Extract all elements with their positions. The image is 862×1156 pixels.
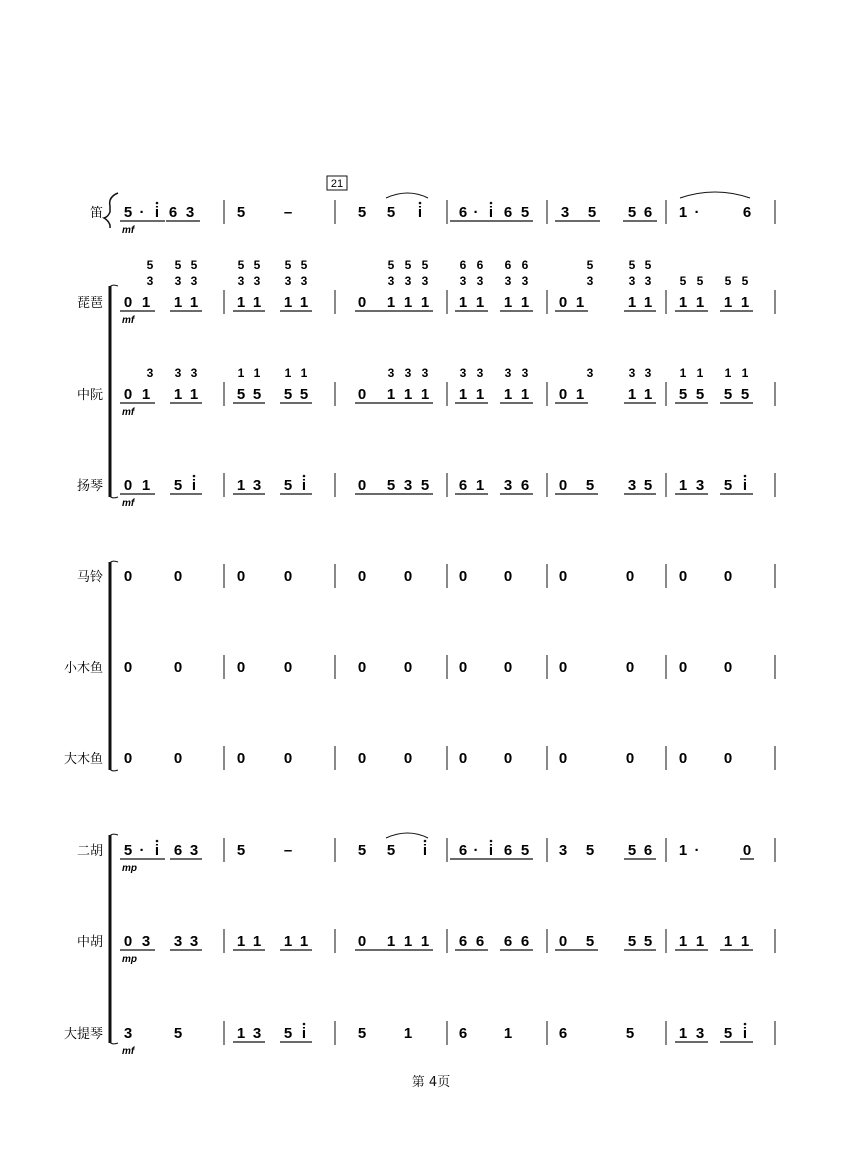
note: 0 xyxy=(558,933,568,950)
dynamic-mark: mf xyxy=(122,498,135,509)
chord-note: 5 xyxy=(237,258,245,272)
note: 1 xyxy=(643,386,653,403)
chord-note: 5 xyxy=(387,258,395,272)
note: 5 xyxy=(627,933,637,950)
page-number: 第 4页 xyxy=(411,1075,451,1090)
note: 3 xyxy=(695,1025,705,1042)
note: 1 xyxy=(420,386,430,403)
dynamic-mark: mp xyxy=(122,863,137,874)
dynamic-mark: mp xyxy=(122,954,137,965)
chord-note: 5 xyxy=(174,258,182,272)
note: 0 xyxy=(558,659,568,676)
note: 6 xyxy=(458,1025,468,1042)
chord-note: 3 xyxy=(174,366,182,380)
note: 0 xyxy=(678,659,688,676)
note: 0 xyxy=(625,568,635,585)
note: 5 xyxy=(386,204,396,221)
note: 1 xyxy=(403,294,413,311)
note: 1 xyxy=(386,386,396,403)
note: 0 xyxy=(558,294,568,311)
note: 0 xyxy=(357,386,367,403)
note: 0 xyxy=(123,477,133,494)
note: i xyxy=(301,1025,307,1042)
note: 6 xyxy=(458,842,468,859)
chord-note: 5 xyxy=(190,258,198,272)
note: 0 xyxy=(558,568,568,585)
note: 5 xyxy=(585,477,595,494)
note: 3 xyxy=(403,477,413,494)
note: 3 xyxy=(252,477,262,494)
note: 6 xyxy=(742,204,752,221)
note: 5 xyxy=(357,842,367,859)
chord-note: 3 xyxy=(628,274,636,288)
note: 5 xyxy=(520,842,530,859)
note: 5 xyxy=(678,386,688,403)
chord-note: 5 xyxy=(679,274,687,288)
note: 0 xyxy=(173,659,183,676)
octave-dot xyxy=(424,840,427,843)
note: 5 xyxy=(587,204,597,221)
note: 1 xyxy=(695,294,705,311)
chord-note: 3 xyxy=(190,366,198,380)
instrument-name: 大提琴 xyxy=(63,1026,103,1041)
note: 0 xyxy=(123,386,133,403)
note: 5 xyxy=(123,204,133,221)
note: 5 xyxy=(386,477,396,494)
note: 1 xyxy=(173,294,183,311)
note: 1 xyxy=(678,294,688,311)
note: 1 xyxy=(723,294,733,311)
note: 0 xyxy=(357,659,367,676)
note: 6 xyxy=(168,204,178,221)
note: 0 xyxy=(678,568,688,585)
slur xyxy=(386,833,428,838)
note: 0 xyxy=(458,568,468,585)
note: 5 xyxy=(357,1025,367,1042)
note: 1 xyxy=(475,386,485,403)
chord-note: 3 xyxy=(628,366,636,380)
note: 6 xyxy=(475,933,485,950)
chord-note: 5 xyxy=(284,258,292,272)
staff-4 xyxy=(77,473,775,509)
chord-note: 1 xyxy=(284,366,292,380)
note: 1 xyxy=(575,386,585,403)
note: 3 xyxy=(503,477,513,494)
note: 1 xyxy=(283,933,293,950)
note: · xyxy=(139,842,145,859)
chord-note: 6 xyxy=(476,258,484,272)
note: 6 xyxy=(558,1025,568,1042)
chord-note: 1 xyxy=(237,366,245,380)
chord-note: 1 xyxy=(696,366,704,380)
note: 0 xyxy=(123,294,133,311)
note: i xyxy=(301,477,307,494)
chord-note: 6 xyxy=(459,258,467,272)
note: 1 xyxy=(236,1025,246,1042)
note: 0 xyxy=(558,477,568,494)
dynamic-mark: mf xyxy=(122,407,135,418)
note: 0 xyxy=(625,750,635,767)
note: 5 xyxy=(585,842,595,859)
note: 5 xyxy=(520,204,530,221)
note: 3 xyxy=(252,1025,262,1042)
note: 3 xyxy=(189,933,199,950)
note: 0 xyxy=(357,568,367,585)
chord-note: 5 xyxy=(586,258,594,272)
staff-1 xyxy=(90,200,775,236)
note: 0 xyxy=(678,750,688,767)
note: 0 xyxy=(625,659,635,676)
note: 0 xyxy=(458,659,468,676)
note: i xyxy=(191,477,197,494)
note: 6 xyxy=(458,477,468,494)
note: 1 xyxy=(189,386,199,403)
note: 1 xyxy=(403,933,413,950)
instrument-name: 大木鱼 xyxy=(63,751,103,766)
note: 5 xyxy=(357,204,367,221)
note: 5 xyxy=(625,1025,635,1042)
note: 0 xyxy=(173,568,183,585)
note: 1 xyxy=(458,386,468,403)
octave-dot xyxy=(303,1023,306,1026)
note: 6 xyxy=(503,933,513,950)
instrument-name: 中胡 xyxy=(76,934,103,949)
note: 1 xyxy=(678,1025,688,1042)
chord-note: 1 xyxy=(300,366,308,380)
note: 1 xyxy=(678,204,688,221)
note: 5 xyxy=(283,477,293,494)
note: i xyxy=(488,842,494,859)
note: i xyxy=(154,204,160,221)
note: 0 xyxy=(503,750,513,767)
note: 6 xyxy=(173,842,183,859)
note: 3 xyxy=(185,204,195,221)
chord-note: 3 xyxy=(174,274,182,288)
note: · xyxy=(694,842,700,859)
chord-note: 3 xyxy=(300,274,308,288)
note: 0 xyxy=(723,750,733,767)
note: 1 xyxy=(740,933,750,950)
note: · xyxy=(139,204,145,221)
note: 5 xyxy=(283,1025,293,1042)
chord-note: 3 xyxy=(504,366,512,380)
note: 5 xyxy=(252,386,262,403)
note: 3 xyxy=(560,204,570,221)
note: 0 xyxy=(236,659,246,676)
note: 1 xyxy=(299,933,309,950)
note: – xyxy=(283,204,293,221)
slur xyxy=(386,193,428,198)
note: 0 xyxy=(558,386,568,403)
note: 0 xyxy=(236,568,246,585)
note: 1 xyxy=(420,294,430,311)
note: 5 xyxy=(173,477,183,494)
chord-note: 3 xyxy=(387,366,395,380)
chord-note: 3 xyxy=(237,274,245,288)
note: 3 xyxy=(558,842,568,859)
note: 0 xyxy=(123,659,133,676)
dynamic-mark: mf xyxy=(122,1046,135,1057)
note: 0 xyxy=(357,294,367,311)
note: 1 xyxy=(723,933,733,950)
note: 6 xyxy=(458,933,468,950)
note: 0 xyxy=(357,477,367,494)
dynamic-mark: mf xyxy=(122,315,135,326)
note: 5 xyxy=(585,933,595,950)
note: 1 xyxy=(627,294,637,311)
note: 0 xyxy=(173,750,183,767)
note: 5 xyxy=(627,842,637,859)
note: 5 xyxy=(236,842,246,859)
octave-dot xyxy=(490,202,493,205)
chord-note: 3 xyxy=(476,366,484,380)
chord-note: 3 xyxy=(644,366,652,380)
note: 1 xyxy=(299,294,309,311)
note: i xyxy=(742,477,748,494)
chord-note: 3 xyxy=(421,366,429,380)
instrument-name: 马铃 xyxy=(76,569,103,584)
note: 0 xyxy=(357,933,367,950)
octave-dot xyxy=(744,1023,747,1026)
note: 0 xyxy=(558,750,568,767)
note: i xyxy=(488,204,494,221)
note: 1 xyxy=(458,294,468,311)
chord-note: 5 xyxy=(421,258,429,272)
note: 6 xyxy=(503,842,513,859)
note: 6 xyxy=(643,842,653,859)
note: 1 xyxy=(678,933,688,950)
instrument-name: 笛 xyxy=(89,205,103,220)
note: · xyxy=(473,842,479,859)
staff-10 xyxy=(64,1021,775,1057)
note: 5 xyxy=(386,842,396,859)
note: 3 xyxy=(141,933,151,950)
note: 1 xyxy=(173,386,183,403)
note: 1 xyxy=(403,1025,413,1042)
note: 1 xyxy=(643,294,653,311)
instrument-name: 扬琴 xyxy=(76,478,103,493)
note: 3 xyxy=(189,842,199,859)
chord-note: 3 xyxy=(504,274,512,288)
rehearsal-mark: 21 xyxy=(330,178,344,190)
chord-note: 5 xyxy=(724,274,732,288)
note: 0 xyxy=(403,750,413,767)
ornaments-and-slurs xyxy=(156,192,750,1025)
octave-dot xyxy=(419,202,422,205)
note: 0 xyxy=(123,568,133,585)
note: 0 xyxy=(503,568,513,585)
note: · xyxy=(473,204,479,221)
note: 3 xyxy=(123,1025,133,1042)
chord-note: 3 xyxy=(190,274,198,288)
note: 5 xyxy=(643,933,653,950)
note: 5 xyxy=(299,386,309,403)
octave-dot xyxy=(193,475,196,478)
chord-note: 5 xyxy=(696,274,704,288)
note: 1 xyxy=(252,933,262,950)
chord-note: 3 xyxy=(421,274,429,288)
note: 5 xyxy=(123,842,133,859)
note: 1 xyxy=(627,386,637,403)
note: 1 xyxy=(403,386,413,403)
chord-note: 3 xyxy=(253,274,261,288)
chord-note: 1 xyxy=(741,366,749,380)
slur xyxy=(680,192,750,198)
note: 0 xyxy=(403,659,413,676)
note: 6 xyxy=(520,477,530,494)
chord-note: 3 xyxy=(459,274,467,288)
chord-note: 5 xyxy=(741,274,749,288)
chord-note: 6 xyxy=(504,258,512,272)
note: i xyxy=(422,842,428,859)
note: 0 xyxy=(283,659,293,676)
note: 5 xyxy=(236,386,246,403)
note: 1 xyxy=(189,294,199,311)
octave-dot xyxy=(156,202,159,205)
note: 5 xyxy=(173,1025,183,1042)
note: 1 xyxy=(503,294,513,311)
chord-note: 3 xyxy=(284,274,292,288)
note: 0 xyxy=(458,750,468,767)
chord-note: 3 xyxy=(146,274,154,288)
note: 1 xyxy=(141,386,151,403)
chord-note: 1 xyxy=(724,366,732,380)
note: 6 xyxy=(503,204,513,221)
note: 1 xyxy=(420,933,430,950)
note: 0 xyxy=(123,750,133,767)
chord-note: 1 xyxy=(253,366,261,380)
note: 1 xyxy=(236,933,246,950)
note: 0 xyxy=(357,750,367,767)
note: 0 xyxy=(403,568,413,585)
staff-3 xyxy=(77,366,775,418)
note: 1 xyxy=(475,477,485,494)
instrument-name: 中阮 xyxy=(76,387,103,402)
note: 1 xyxy=(386,294,396,311)
note: 1 xyxy=(678,842,688,859)
note: 1 xyxy=(503,386,513,403)
chord-note: 3 xyxy=(521,274,529,288)
note: 1 xyxy=(141,294,151,311)
chord-note: 3 xyxy=(387,274,395,288)
chord-note: 5 xyxy=(644,258,652,272)
note: 5 xyxy=(236,204,246,221)
staff-7 xyxy=(64,746,775,770)
note: 5 xyxy=(723,1025,733,1042)
note: 5 xyxy=(643,477,653,494)
instrument-name: 小木鱼 xyxy=(63,660,103,675)
note: 0 xyxy=(723,568,733,585)
octave-dot xyxy=(490,840,493,843)
note: 1 xyxy=(740,294,750,311)
note: · xyxy=(694,204,700,221)
chord-note: 3 xyxy=(146,366,154,380)
note: 1 xyxy=(141,477,151,494)
note: 1 xyxy=(283,294,293,311)
chord-note: 5 xyxy=(404,258,412,272)
note: 6 xyxy=(520,933,530,950)
note: 5 xyxy=(695,386,705,403)
note: 0 xyxy=(123,933,133,950)
note: 0 xyxy=(283,568,293,585)
chord-note: 3 xyxy=(586,274,594,288)
note: 5 xyxy=(740,386,750,403)
note: 0 xyxy=(742,842,752,859)
note: 1 xyxy=(520,386,530,403)
note: 0 xyxy=(503,659,513,676)
note: 1 xyxy=(236,477,246,494)
chord-note: 5 xyxy=(300,258,308,272)
staff-9 xyxy=(77,929,775,965)
note: 1 xyxy=(475,294,485,311)
staff-5 xyxy=(77,564,775,588)
chord-note: 6 xyxy=(521,258,529,272)
note: 5 xyxy=(627,204,637,221)
octave-dot xyxy=(303,475,306,478)
note: i xyxy=(417,204,423,221)
chord-note: 3 xyxy=(476,274,484,288)
octave-dot xyxy=(744,475,747,478)
note: 0 xyxy=(283,750,293,767)
note: 5 xyxy=(723,386,733,403)
note: 5 xyxy=(283,386,293,403)
chord-note: 5 xyxy=(253,258,261,272)
note: 3 xyxy=(695,477,705,494)
note: 1 xyxy=(252,294,262,311)
instrument-name: 二胡 xyxy=(76,843,103,858)
group-braces xyxy=(104,193,118,1044)
chord-note: 3 xyxy=(521,366,529,380)
note: i xyxy=(742,1025,748,1042)
note: i xyxy=(154,842,160,859)
note: 1 xyxy=(503,1025,513,1042)
note: 1 xyxy=(575,294,585,311)
note: 1 xyxy=(678,477,688,494)
note: 0 xyxy=(236,750,246,767)
note: 3 xyxy=(173,933,183,950)
chord-note: 3 xyxy=(404,274,412,288)
note: 5 xyxy=(420,477,430,494)
staff-2 xyxy=(77,258,775,326)
note: 3 xyxy=(627,477,637,494)
note: – xyxy=(283,842,293,859)
note: 1 xyxy=(386,933,396,950)
octave-dot xyxy=(156,840,159,843)
chord-note: 3 xyxy=(459,366,467,380)
staff-6 xyxy=(64,655,775,679)
note: 6 xyxy=(643,204,653,221)
chord-note: 3 xyxy=(644,274,652,288)
chord-note: 5 xyxy=(628,258,636,272)
chord-note: 5 xyxy=(146,258,154,272)
note: 5 xyxy=(723,477,733,494)
note: 0 xyxy=(723,659,733,676)
note: 1 xyxy=(236,294,246,311)
note: 1 xyxy=(695,933,705,950)
instrument-name: 琵琶 xyxy=(76,295,103,310)
staff-8 xyxy=(77,838,775,874)
chord-note: 3 xyxy=(586,366,594,380)
chord-note: 3 xyxy=(404,366,412,380)
note: 6 xyxy=(458,204,468,221)
note: 1 xyxy=(520,294,530,311)
chord-note: 1 xyxy=(679,366,687,380)
dynamic-mark: mf xyxy=(122,225,135,236)
